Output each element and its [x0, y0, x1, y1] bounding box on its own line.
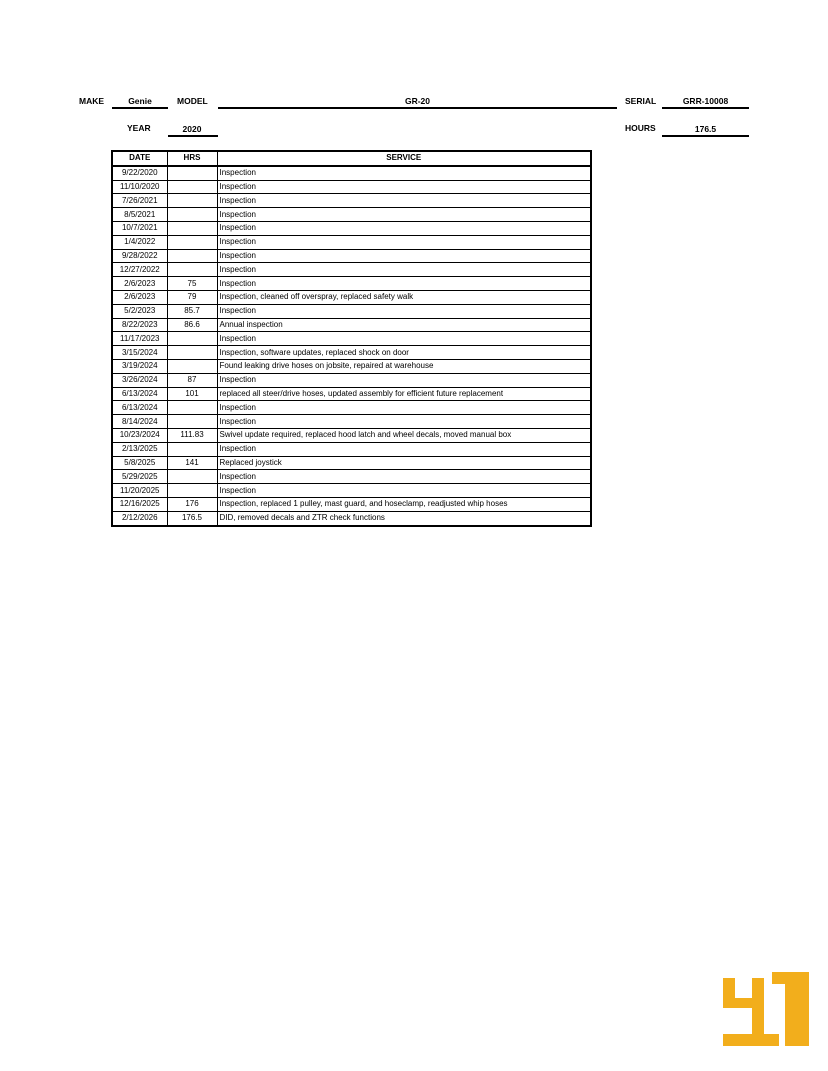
cell-date: 6/13/2024 — [112, 401, 167, 415]
serial-value: GRR-10008 — [682, 96, 729, 106]
table-row — [112, 511, 591, 525]
cell-service: Inspection — [217, 221, 591, 235]
cell-hrs: 176.5 — [167, 511, 217, 525]
cell-date: 9/22/2020 — [112, 166, 167, 180]
cell-service: Inspection — [217, 373, 591, 387]
cell-service: Inspection — [217, 470, 591, 484]
cell-hrs — [167, 235, 217, 249]
cell-hrs: 86.6 — [167, 318, 217, 332]
hours-label: HOURS — [625, 123, 656, 133]
table-row — [112, 332, 591, 346]
year-label: YEAR — [127, 123, 151, 133]
table-row — [112, 470, 591, 484]
cell-date: 5/8/2025 — [112, 456, 167, 470]
cell-date: 6/13/2024 — [112, 387, 167, 401]
cell-date: 3/15/2024 — [112, 346, 167, 360]
column-header-hrs: HRS — [167, 151, 217, 166]
cell-date: 10/7/2021 — [112, 221, 167, 235]
table-row — [112, 304, 591, 318]
cell-service: Inspection — [217, 415, 591, 429]
cell-service: Inspection, cleaned off overspray, replaced safety walk — [217, 290, 591, 304]
table-header-row — [112, 151, 591, 166]
cell-date: 11/20/2025 — [112, 484, 167, 498]
cell-date: 8/5/2021 — [112, 208, 167, 222]
cell-hrs — [167, 470, 217, 484]
table-row — [112, 277, 591, 291]
cell-service: Inspection — [217, 235, 591, 249]
table-row — [112, 373, 591, 387]
cell-hrs — [167, 359, 217, 373]
cell-service: Inspection — [217, 180, 591, 194]
cell-date: 12/16/2025 — [112, 497, 167, 511]
cell-hrs — [167, 332, 217, 346]
cell-hrs: 176 — [167, 497, 217, 511]
table-row — [112, 415, 591, 429]
cell-date: 7/26/2021 — [112, 194, 167, 208]
cell-date: 12/27/2022 — [112, 263, 167, 277]
table-row — [112, 235, 591, 249]
make-value: Genie — [128, 96, 152, 106]
cell-date: 5/2/2023 — [112, 304, 167, 318]
cell-date: 3/26/2024 — [112, 373, 167, 387]
model-value: GR-20 — [404, 96, 431, 106]
cell-date: 1/4/2022 — [112, 235, 167, 249]
model-underline — [218, 107, 617, 109]
cell-hrs: 141 — [167, 456, 217, 470]
hours-underline — [662, 135, 749, 137]
table-row — [112, 318, 591, 332]
cell-date: 2/6/2023 — [112, 277, 167, 291]
cell-hrs — [167, 208, 217, 222]
model-label: MODEL — [177, 96, 208, 106]
table-row — [112, 484, 591, 498]
cell-hrs: 75 — [167, 277, 217, 291]
table-row — [112, 166, 591, 180]
table-row — [112, 456, 591, 470]
year-underline — [168, 135, 218, 137]
cell-hrs: 101 — [167, 387, 217, 401]
cell-service: Inspection — [217, 208, 591, 222]
cell-service: Inspection — [217, 166, 591, 180]
cell-service: Swivel update required, replaced hood latch and wheel decals, moved manual box — [217, 428, 591, 442]
cell-hrs — [167, 415, 217, 429]
cell-date: 5/29/2025 — [112, 470, 167, 484]
cell-service: Inspection — [217, 332, 591, 346]
cell-service: Inspection — [217, 304, 591, 318]
cell-date: 8/14/2024 — [112, 415, 167, 429]
cell-service: Inspection, software updates, replaced shock on door — [217, 346, 591, 360]
cell-service: Inspection — [217, 442, 591, 456]
cell-service: Inspection — [217, 249, 591, 263]
cell-date: 2/12/2026 — [112, 511, 167, 525]
serial-underline — [662, 107, 749, 109]
column-header-service: SERVICE — [217, 151, 591, 166]
cell-service: replaced all steer/drive hoses, updated assembly for efficient future replacement — [217, 387, 591, 401]
cell-hrs: 79 — [167, 290, 217, 304]
cell-hrs: 85.7 — [167, 304, 217, 318]
cell-hrs — [167, 484, 217, 498]
year-value: 2020 — [182, 124, 202, 134]
make-label: MAKE — [79, 96, 105, 106]
cell-hrs — [167, 249, 217, 263]
cell-date: 2/13/2025 — [112, 442, 167, 456]
table-row — [112, 208, 591, 222]
table-row — [112, 194, 591, 208]
table-row — [112, 442, 591, 456]
cell-date: 9/28/2022 — [112, 249, 167, 263]
column-header-date: DATE — [112, 151, 167, 166]
make-underline — [112, 107, 168, 109]
cell-service: Inspection, replaced 1 pulley, mast guard, and hoseclamp, readjusted whip hoses — [217, 497, 591, 511]
company-logo-icon — [723, 972, 809, 1046]
table-row — [112, 180, 591, 194]
cell-hrs — [167, 401, 217, 415]
cell-service: Annual inspection — [217, 318, 591, 332]
table-row — [112, 249, 591, 263]
table-row — [112, 359, 591, 373]
cell-hrs — [167, 166, 217, 180]
table-row — [112, 290, 591, 304]
cell-hrs: 111.83 — [167, 428, 217, 442]
cell-service: Inspection — [217, 401, 591, 415]
cell-service: Inspection — [217, 263, 591, 277]
service-log-table — [111, 150, 592, 527]
cell-date: 10/23/2024 — [112, 428, 167, 442]
cell-hrs: 87 — [167, 373, 217, 387]
cell-service: Inspection — [217, 194, 591, 208]
logo-left-bar — [723, 998, 757, 1008]
cell-hrs — [167, 263, 217, 277]
table-row — [112, 497, 591, 511]
table-row — [112, 428, 591, 442]
cell-service: Inspection — [217, 484, 591, 498]
table-row — [112, 387, 591, 401]
cell-date: 11/10/2020 — [112, 180, 167, 194]
logo-right-upright — [785, 972, 809, 1046]
hours-value: 176.5 — [694, 124, 717, 134]
cell-hrs — [167, 221, 217, 235]
logo-bottom-bar — [723, 1034, 779, 1046]
cell-date: 11/17/2023 — [112, 332, 167, 346]
table-body — [112, 166, 591, 526]
cell-service: Replaced joystick — [217, 456, 591, 470]
table-row — [112, 346, 591, 360]
table-row — [112, 221, 591, 235]
cell-service: DID, removed decals and ZTR check functions — [217, 511, 591, 525]
serial-label: SERIAL — [625, 96, 657, 106]
table-row — [112, 263, 591, 277]
cell-date: 2/6/2023 — [112, 290, 167, 304]
table-row — [112, 401, 591, 415]
cell-hrs — [167, 194, 217, 208]
cell-date: 3/19/2024 — [112, 359, 167, 373]
cell-hrs — [167, 442, 217, 456]
cell-hrs — [167, 180, 217, 194]
cell-service: Found leaking drive hoses on jobsite, repaired at warehouse — [217, 359, 591, 373]
cell-hrs — [167, 346, 217, 360]
cell-service: Inspection — [217, 277, 591, 291]
cell-date: 8/22/2023 — [112, 318, 167, 332]
